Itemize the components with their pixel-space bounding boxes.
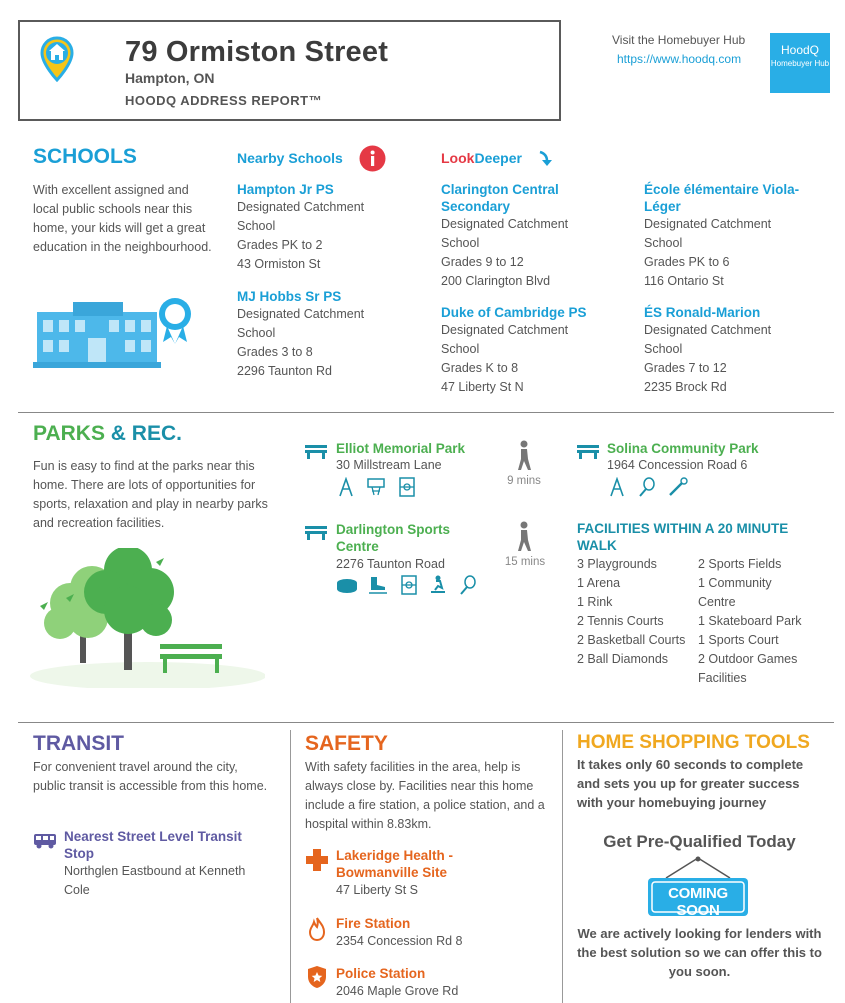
walking-person-icon — [513, 440, 535, 472]
tools-note: We are actively looking for lenders with the best solution so we can offer this to you soon. — [577, 926, 822, 979]
school-address: 2296 Taunton Rd — [237, 364, 332, 378]
park-trees-illustration — [30, 548, 265, 688]
schools-intro: With excellent assigned and local public schools near this home, your kids will get a great education in the neighbourhood. — [33, 183, 212, 254]
facility-item: 2 Basketball Courts — [577, 633, 686, 647]
hub-badge-sub: Homebuyer Hub — [770, 59, 830, 68]
look-deeper-heading — [441, 150, 522, 166]
school-grades: Grades 9 to 12 — [441, 255, 524, 269]
parks-title — [33, 422, 182, 446]
facility-item: 1 Sports Court — [698, 633, 779, 647]
school-type: School — [644, 342, 683, 356]
bus-icon — [33, 833, 57, 849]
column-divider — [562, 730, 563, 1003]
facility-item: 1 Community — [698, 576, 772, 590]
park-amenity-icons — [336, 477, 417, 502]
hub-link[interactable]: https://www.hoodq.com — [617, 52, 742, 66]
school-grades: Grades PK to 2 — [237, 238, 323, 252]
parks-title-a: PARKS — [33, 422, 105, 445]
facility-item: 1 Skateboard Park — [698, 614, 802, 628]
school-type: School — [441, 236, 480, 250]
transit-stop-title: Nearest Street Level Transit — [64, 829, 242, 844]
park-name[interactable]: Elliot Memorial Park — [336, 441, 466, 456]
walk-time: 15 mins — [504, 556, 546, 568]
school-address: 43 Ormiston St — [237, 257, 321, 271]
fire-station-name[interactable]: Fire Station — [336, 916, 411, 931]
school-type: Designated Catchment — [441, 217, 569, 231]
transit-intro: For convenient travel around the city, public transit is accessible from this home. — [33, 760, 268, 793]
transit-stop-title: Stop — [64, 846, 94, 861]
park-name[interactable]: Darlington Sports — [336, 522, 450, 537]
parks-intro: Fun is easy to find at the parks near this home. There are lots of opportunities for sports, relaxation and play in nearby parks and recreation facilities. — [33, 459, 268, 530]
school-grades: Grades 7 to 12 — [644, 361, 727, 375]
school-entry — [237, 288, 417, 381]
hub-badge-title: HoodQ — [780, 43, 820, 57]
facilities-heading: FACILITIES WITHIN A 20 MINUTE — [577, 521, 789, 536]
school-address: 47 Liberty St N — [441, 380, 524, 394]
park-address: 1964 Concession Road 6 — [607, 458, 748, 472]
fire-station-address: 2354 Concession Rd 8 — [336, 934, 463, 948]
info-icon[interactable] — [359, 145, 386, 172]
transit-stop-name: Northglen Eastbound at Kenneth — [64, 864, 246, 878]
address-street: 79 Ormiston Street — [125, 36, 389, 68]
playground-icon — [607, 477, 627, 497]
police-station-name[interactable]: Police Station — [336, 966, 426, 981]
school-entry — [441, 304, 631, 397]
park-name[interactable]: Centre — [336, 539, 379, 554]
park-amenity-icons — [607, 477, 688, 502]
walk-time: 9 mins — [507, 475, 541, 487]
park-amenity-icons — [336, 575, 478, 600]
deeper-label: Deeper — [474, 150, 522, 166]
hub-visit-text: Visit the Homebuyer Hub — [612, 33, 746, 47]
baseball-icon — [668, 477, 688, 497]
transit-title: TRANSIT — [33, 732, 124, 755]
look-label: Look — [441, 150, 475, 166]
bench-icon — [305, 524, 327, 540]
coming-soon-text: COMING SOON — [668, 885, 728, 919]
park-address: 2276 Taunton Road — [336, 557, 445, 571]
sports-field-icon — [399, 575, 419, 595]
section-divider — [18, 412, 834, 413]
school-address: 2235 Brock Rd — [644, 380, 727, 394]
prequal-heading: Get Pre-Qualified Today — [603, 832, 796, 851]
school-name[interactable]: Duke of Cambridge PS — [441, 305, 587, 320]
school-address: 200 Clarington Blvd — [441, 274, 551, 288]
safety-title: SAFETY — [305, 732, 388, 755]
facility-item: 3 Playgrounds — [577, 557, 657, 571]
fire-icon — [308, 917, 326, 941]
facility-item: 2 Outdoor Games — [698, 652, 798, 666]
playground-icon — [336, 477, 356, 497]
facility-item: 1 Rink — [577, 595, 613, 609]
school-type: Designated Catchment — [644, 323, 772, 337]
school-entry — [441, 181, 631, 291]
schools-title: SCHOOLS — [33, 145, 137, 168]
skateboarder-icon — [428, 575, 448, 595]
hub-badge[interactable] — [770, 33, 830, 93]
school-name[interactable]: Clarington Central — [441, 182, 559, 197]
section-divider — [18, 722, 834, 723]
tennis-icon — [637, 477, 657, 497]
walking-person-icon — [513, 521, 535, 553]
park-address: 30 Millstream Lane — [336, 458, 442, 472]
school-grades: Grades PK to 6 — [644, 255, 730, 269]
school-building-illustration — [33, 292, 193, 370]
school-name[interactable]: ÉS Ronald-Marion — [644, 305, 761, 320]
facility-item: 2 Ball Diamonds — [577, 652, 669, 666]
tools-desc: It takes only 60 seconds to complete and sets you up for greater success with your homebuying journey — [577, 757, 804, 810]
school-entry — [237, 181, 417, 274]
school-type: School — [644, 236, 683, 250]
school-entry — [644, 304, 834, 397]
skate-icon — [367, 575, 389, 595]
school-type: Designated Catchment — [644, 217, 772, 231]
facility-item: 2 Sports Fields — [698, 557, 782, 571]
school-grades: Grades K to 8 — [441, 361, 519, 375]
school-type: School — [237, 219, 276, 233]
address-city: Hampton, ON — [125, 70, 215, 86]
school-type: Designated Catchment — [237, 200, 365, 214]
school-name[interactable]: Léger — [644, 199, 681, 214]
tools-title: HOME SHOPPING TOOLS — [577, 732, 810, 753]
bench-icon — [305, 443, 327, 459]
basketball-icon — [366, 477, 386, 497]
park-name[interactable]: Solina Community Park — [607, 441, 759, 456]
facilities-list-right — [698, 555, 828, 688]
facility-item: 1 Arena — [577, 576, 621, 590]
school-type: Designated Catchment — [441, 323, 569, 337]
nearby-schools-label: Nearby Schools — [237, 150, 343, 166]
facility-item: Facilities — [698, 671, 747, 685]
hockey-puck-icon — [336, 575, 358, 595]
hospital-name[interactable]: Bowmanville Site — [336, 865, 448, 880]
bench-icon — [577, 443, 599, 459]
safety-intro: With safety facilities in the area, help is always close by. Facilities near this home include a fire station, a police station, and a hospital within 8.83km. — [305, 760, 545, 831]
hospital-name[interactable]: Lakeridge Health - — [336, 848, 454, 863]
school-entry — [644, 181, 834, 291]
facilities-heading: WALK — [577, 538, 617, 553]
tennis-icon — [458, 575, 478, 595]
column-divider — [290, 730, 291, 1003]
hospital-address: 47 Liberty St S — [336, 883, 418, 897]
facility-item: Centre — [698, 595, 736, 609]
nearby-schools-heading — [237, 150, 343, 166]
school-address: 116 Ontario St — [644, 274, 724, 288]
hospital-cross-icon — [306, 849, 328, 871]
school-name[interactable]: Secondary — [441, 199, 511, 214]
school-grades: Grades 3 to 8 — [237, 345, 313, 359]
sports-field-icon — [397, 477, 417, 497]
police-station-address: 2046 Maple Grove Rd — [336, 984, 459, 998]
school-name[interactable]: Hampton Jr PS — [237, 182, 334, 197]
school-type: School — [441, 342, 480, 356]
police-badge-icon — [306, 965, 328, 989]
school-type: Designated Catchment — [237, 307, 365, 321]
transit-stop-name: Cole — [64, 883, 90, 897]
facilities-list-left — [577, 555, 699, 669]
report-label: HOODQ ADDRESS REPORT™ — [125, 93, 323, 108]
parks-title-b: & REC. — [110, 422, 182, 445]
home-pin-icon — [40, 36, 74, 82]
school-name[interactable]: MJ Hobbs Sr PS — [237, 289, 342, 304]
arrow-down-icon — [537, 150, 553, 168]
facility-item: 2 Tennis Courts — [577, 614, 664, 628]
school-type: School — [237, 326, 276, 340]
school-name[interactable]: École élémentaire Viola- — [644, 182, 800, 197]
